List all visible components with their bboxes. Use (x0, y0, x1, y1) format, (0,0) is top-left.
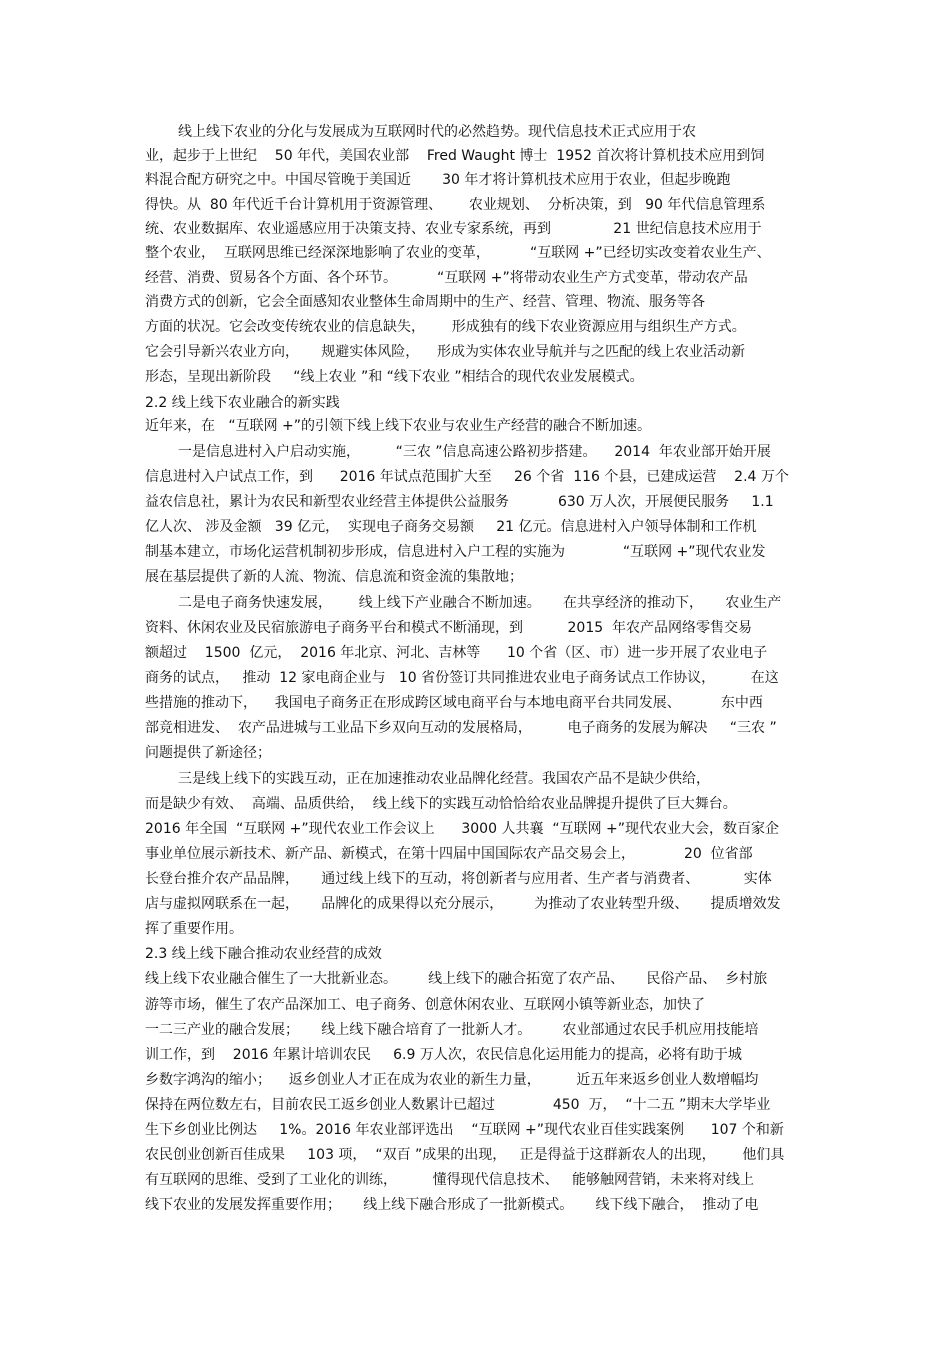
paragraph-line: 部竞相进发、 农产品进城与工业品下乡双向互动的发展格局， 电子商务的发展为解决 “三农 ” (145, 720, 777, 736)
paragraph-line: 二是电子商务快速发展， 线上线下产业融合不断加速。 在共享经济的推动下， 农业生产 (178, 595, 782, 611)
paragraph-line: 事业单位展示新技术、新产品、新模式，在第十四届中国国际农产品交易会上， 20 位省部 (145, 846, 753, 862)
paragraph-line: 2016 年全国 “互联网 +”现代农业工作会议上 3000 人共襄 “互联网 +”现代农业大会，数百家企 (145, 821, 780, 837)
paragraph-line: 方面的状况。它会改变传统农业的信息缺失， 形成独有的线下农业资源应用与组织生产方式。 (145, 319, 746, 335)
paragraph-line: 整个农业， 互联网思维已经深深地影响了农业的变革， “互联网 +”已经切实改变着农业生产、 (145, 245, 771, 261)
section-heading: 2.3 线上线下融合推动农业经营的成效 (145, 946, 382, 962)
paragraph-line: 制基本建立，市场化运营机制初步形成，信息进村入户工程的实施为 “互联网 +”现代农业发 (145, 544, 766, 560)
paragraph-line: 信息进村入户试点工作，到 2016 年试点范围扩大至 26 个省 116 个县，已建成运营 2.4 万个 (145, 469, 789, 485)
paragraph-line: 农民创业创新百佳成果 103 项， “双百 ”成果的出现， 正是得益于这群新农人的出现， 他们具 (145, 1147, 785, 1163)
paragraph-line: 有互联网的思维、受到了工业化的训练， 懂得现代信息技术、 能够触网营销，未来将对线上 (145, 1172, 754, 1188)
paragraph-line: 问题提供了新途径； (145, 745, 271, 761)
paragraph-line: 统、农业数据库、农业遥感应用于决策支持、农业专家系统，再到 21 世纪信息技术应用于 (145, 221, 762, 237)
paragraph-line: 店与虚拟网联系在一起， 品牌化的成果得以充分展示， 为推动了农业转型升级、 提质增效发 (145, 896, 781, 912)
paragraph-line: 近年来，在 “互联网 +”的引领下线上线下农业与农业生产经营的融合不断加速。 (145, 418, 652, 434)
paragraph-line: 生下乡创业比例达 1%。2016 年农业部评选出 “互联网 +”现代农业百佳实践案例 107 个和新 (145, 1122, 784, 1138)
paragraph-line: 展在基层提供了新的人流、物流、信息流和资金流的集散地； (145, 569, 523, 585)
paragraph-line: 线上线下农业融合催生了一大批新业态。 线上线下的融合拓宽了农产品、 民俗产品、 乡村旅 (145, 971, 768, 987)
paragraph-line: 一二三产业的融合发展； 线上线下融合培育了一批新人才。 农业部通过农民手机应用技能培 (145, 1022, 759, 1038)
paragraph-line: 料混合配方研究之中。中国尽管晚于美国近 30 年才将计算机技术应用于农业，但起步晚跑 (145, 172, 731, 188)
paragraph-line: 乡数字鸿沟的缩小； 返乡创业人才正在成为农业的新生力量， 近五年来返乡创业人数增幅均 (145, 1072, 759, 1088)
paragraph-line: 长登台推介农产品品牌， 通过线上线下的互动，将创新者与应用者、生产者与消费者、 实体 (145, 871, 772, 887)
paragraph-line: 额超过 1500 亿元， 2016 年北京、河北、吉林等 10 个省（区、市）进一步开展了农业电子 (145, 645, 768, 661)
paragraph-line: 三是线上线下的实践互动，正在加速推动农业品牌化经营。我国农产品不是缺少供给， (178, 771, 710, 787)
paragraph-line: 些措施的推动下， 我国电子商务正在形成跨区域电商平台与本地电商平台共同发展、 东中西 (145, 695, 763, 711)
paragraph-line: 得快。从 80 年代近千台计算机用于资源管理、 农业规划、 分析决策，到 90 年代信息管理系 (145, 197, 766, 213)
paragraph-line: 形态，呈现出新阶段 “线上农业 ”和 “线下农业 ”相结合的现代农业发展模式。 (145, 369, 644, 385)
paragraph-line: 它会引导新兴农业方向， 规避实体风险， 形成为实体农业导航并与之匹配的线上农业活动新 (145, 344, 746, 360)
paragraph-line: 保持在两位数左右，目前农民工返乡创业人数累计已超过 450 万， “十二五 ”期末大学毕业 (145, 1097, 771, 1113)
paragraph-line: 经营、消费、贸易各个方面、各个环节。 “互联网 +”将带动农业生产方式变革，带动农产品 (145, 270, 748, 286)
paragraph-line: 益农信息社，累计为农民和新型农业经营主体提供公益服务 630 万人次，开展便民服务 1.1 (145, 494, 774, 510)
section-heading: 2.2 线上线下农业融合的新实践 (145, 395, 340, 411)
paragraph-line: 亿人次、 涉及金额 39 亿元， 实现电子商务交易额 21 亿元。信息进村入户领导体制和工作机 (145, 519, 757, 535)
paragraph-line: 线下农业的发展发挥重要作用； 线上线下融合形成了一批新模式。 线下线下融合， 推动了电 (145, 1197, 759, 1213)
paragraph-line: 消费方式的创新，它会全面感知农业整体生命周期中的生产、经营、管理、物流、服务等各 (145, 294, 705, 310)
paragraph-line: 而是缺少有效、 高端、品质供给， 线上线下的实践互动恰恰给农业品牌提升提供了巨大舞台。 (145, 796, 737, 812)
paragraph-line: 资料、休闲农业及民宿旅游电子商务平台和模式不断涌现，到 2015 年农产品网络零售交易 (145, 620, 753, 636)
paragraph-line: 训工作，到 2016 年累计培训农民 6.9 万人次，农民信息化运用能力的提高，必将有助于城 (145, 1047, 742, 1063)
paragraph-line: 商务的试点， 推动 12 家电商企业与 10 省份签订共同推进农业电子商务试点工作协议， 在这 (145, 670, 779, 686)
paragraph-line: 游等市场，催生了农产品深加工、电子商务、创意休闲农业、互联网小镇等新业态，加快了 (145, 997, 705, 1013)
paragraph-line: 线上线下农业的分化与发展成为互联网时代的必然趋势。现代信息技术正式应用于农 (178, 124, 696, 140)
paragraph-line: 挥了重要作用。 (145, 921, 243, 937)
paragraph-line: 业，起步于上世纪 50 年代，美国农业部 Fred Waught 博士 1952 首次将计算机技术应用到饲 (145, 148, 765, 164)
paragraph-line: 一是信息进村入户启动实施， “三农 ”信息高速公路初步搭建。 2014 年农业部开始开展 (178, 444, 771, 460)
